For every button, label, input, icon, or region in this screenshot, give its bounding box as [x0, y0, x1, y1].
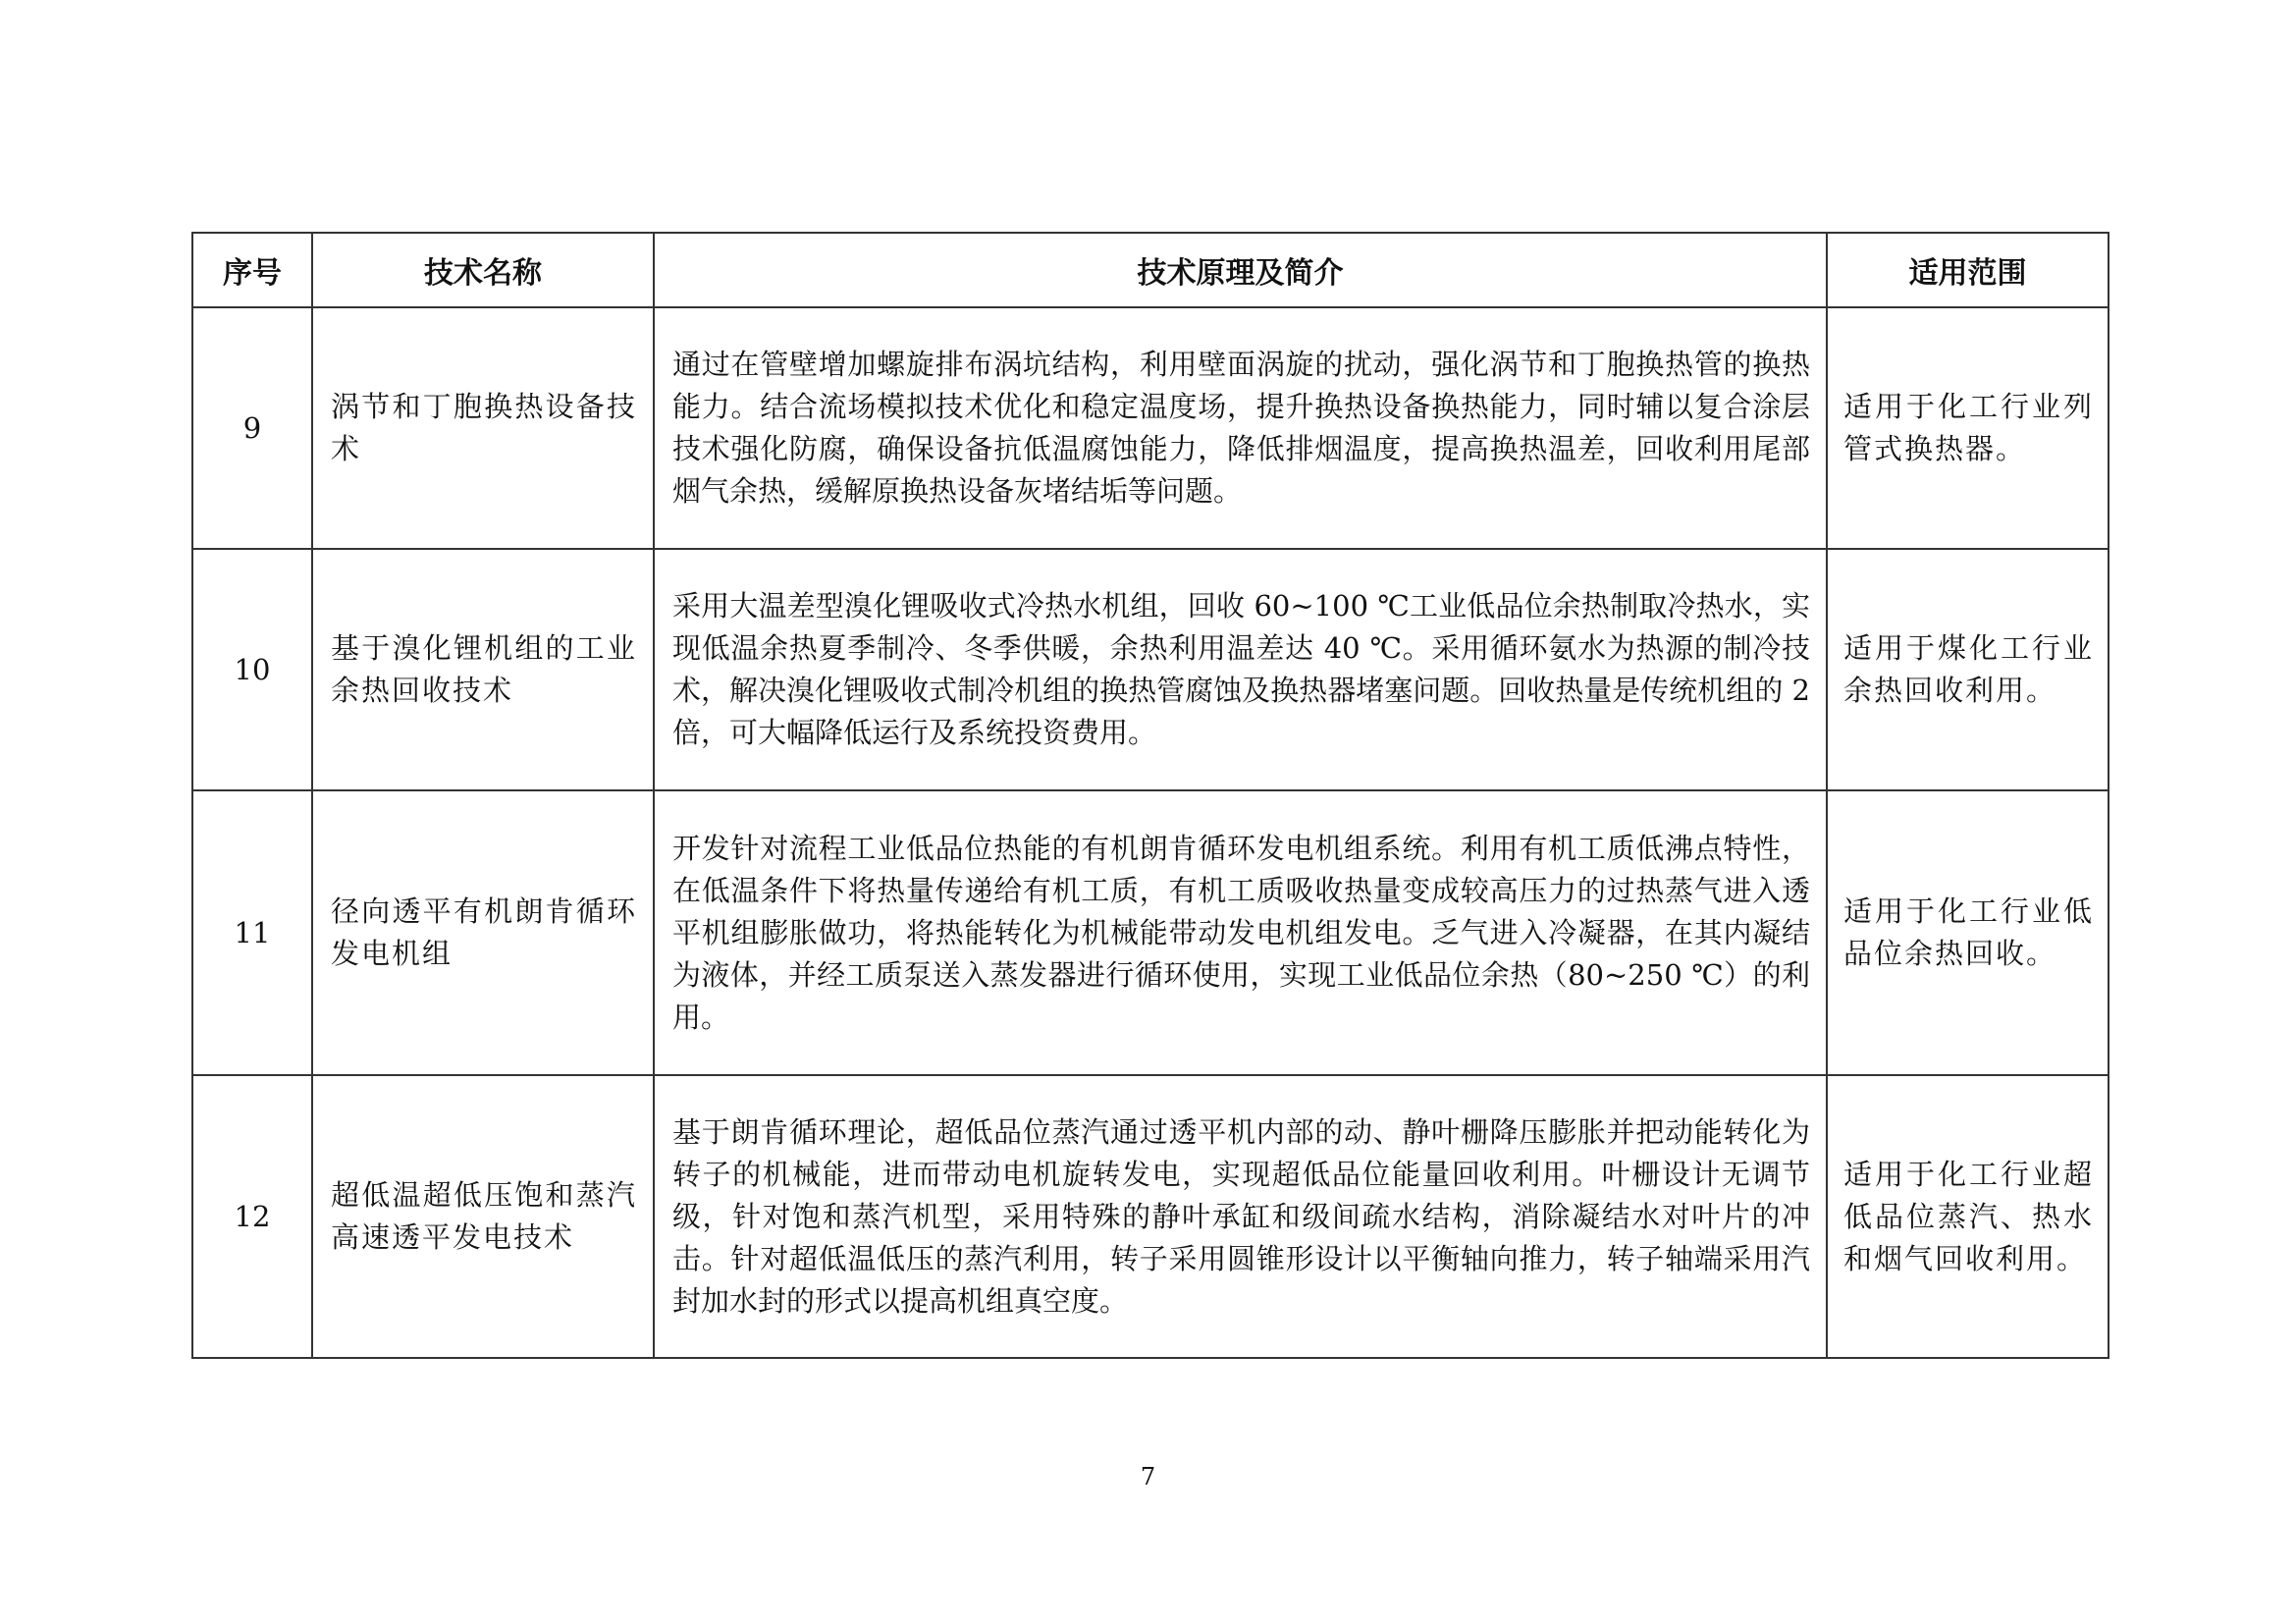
principle-description-cell: 采用大温差型溴化锂吸收式冷热水机组，回收 60~100 ℃工业低品位余热制取冷热水，实现低温余热夏季制冷、冬季供暖，余热利用温差达 40 ℃。采用循环氨水为热源的制冷技术，解决溴化锂吸收式制冷机组的换热管腐蚀及换热器堵塞问题。回收热量是传统机组的 2 倍，可大幅降低运行及系统投资费用。 — [654, 549, 1827, 790]
header-scope: 适用范围 — [1827, 233, 2109, 307]
serial-number-cell: 10 — [192, 549, 312, 790]
technology-name-cell: 涡节和丁胞换热设备技术 — [312, 307, 654, 549]
scope-cell: 适用于化工行业超低品位蒸汽、热水和烟气回收利用。 — [1827, 1075, 2109, 1358]
technology-table — [191, 232, 2109, 1359]
technology-name-cell: 径向透平有机朗肯循环发电机组 — [312, 790, 654, 1075]
header-technology-name: 技术名称 — [312, 233, 654, 307]
principle-description-cell: 开发针对流程工业低品位热能的有机朗肯循环发电机组系统。利用有机工质低沸点特性，在低温条件下将热量传递给有机工质，有机工质吸收热量变成较高压力的过热蒸气进入透平机组膨胀做功，将热能转化为机械能带动发电机组发电。乏气进入冷凝器，在其内凝结为液体，并经工质泵送入蒸发器进行循环使用，实现工业低品位余热（80~250 ℃）的利用。 — [654, 790, 1827, 1075]
header-serial-number: 序号 — [192, 233, 312, 307]
serial-number-cell: 11 — [192, 790, 312, 1075]
serial-number-cell: 12 — [192, 1075, 312, 1358]
principle-description-cell: 基于朗肯循环理论，超低品位蒸汽通过透平机内部的动、静叶栅降压膨胀并把动能转化为转子的机械能，进而带动电机旋转发电，实现超低品位能量回收利用。叶栅设计无调节级，针对饱和蒸汽机型，采用特殊的静叶承缸和级间疏水结构，消除凝结水对叶片的冲击。针对超低温低压的蒸汽利用，转子采用圆锥形设计以平衡轴向推力，转子轴端采用汽封加水封的形式以提高机组真空度。 — [654, 1075, 1827, 1358]
table-row — [192, 549, 2109, 790]
table-row — [192, 1075, 2109, 1358]
technology-name-cell: 基于溴化锂机组的工业余热回收技术 — [312, 549, 654, 790]
scope-cell: 适用于化工行业低品位余热回收。 — [1827, 790, 2109, 1075]
table-header-row — [192, 233, 2109, 307]
principle-description-cell: 通过在管壁增加螺旋排布涡坑结构，利用壁面涡旋的扰动，强化涡节和丁胞换热管的换热能力。结合流场模拟技术优化和稳定温度场，提升换热设备换热能力，同时辅以复合涂层技术强化防腐，确保设备抗低温腐蚀能力，降低排烟温度，提高换热温差，回收利用尾部烟气余热，缓解原换热设备灰堵结垢等问题。 — [654, 307, 1827, 549]
serial-number-cell: 9 — [192, 307, 312, 549]
technology-name-cell: 超低温超低压饱和蒸汽高速透平发电技术 — [312, 1075, 654, 1358]
table-row — [192, 790, 2109, 1075]
scope-cell: 适用于煤化工行业余热回收利用。 — [1827, 549, 2109, 790]
header-principle-description: 技术原理及简介 — [654, 233, 1827, 307]
scope-cell: 适用于化工行业列管式换热器。 — [1827, 307, 2109, 549]
table-row — [192, 307, 2109, 549]
page-number: 7 — [1140, 1463, 1156, 1490]
